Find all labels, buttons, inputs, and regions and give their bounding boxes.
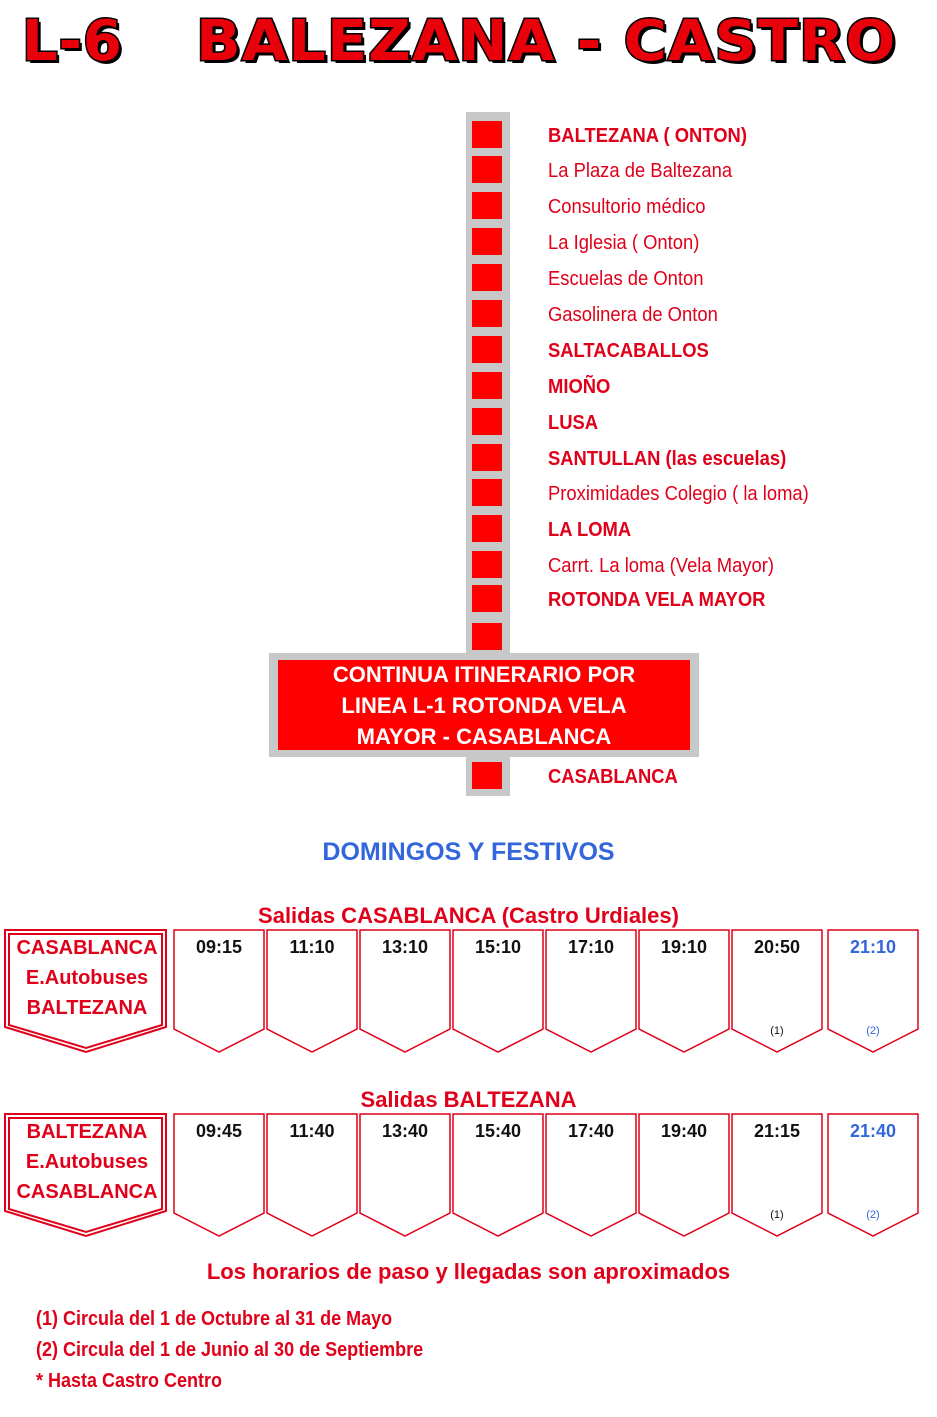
departure-time-cell [359,1113,451,1237]
stop-label: La Iglesia ( Onton) [548,232,700,254]
route-direction-line: E.Autobuses [25,1151,149,1173]
departure-time-cell [545,929,637,1053]
departure-time: 15:10 [474,937,522,957]
footnote: (1) Circula del 1 de Octubre al 31 de Mayo [36,1308,393,1330]
stop-marker [472,264,502,291]
departure-time: 13:10 [381,937,429,957]
stop-marker [472,156,502,183]
route-name-title: BALEZANA - CASTRO [196,9,897,74]
stop-marker [472,479,502,506]
route-direction-cell [4,929,168,1053]
continue-itinerary-box [278,660,690,750]
stop-label: ROTONDA VELA MAYOR [548,589,766,611]
stop-marker [472,192,502,219]
departure-time-cell [173,929,265,1053]
route-direction-line: CASABLANCA [16,1181,158,1203]
departure-time: 21:10 [849,937,897,957]
stop-label: Consultorio médico [548,196,706,218]
departure-time-cell [731,1113,823,1237]
departure-time-cell [266,929,358,1053]
stop-label: MIOÑO [548,376,611,398]
departure-time-cell [638,1113,730,1237]
departure-time-cell [827,929,919,1053]
departure-time: 21:15 [753,1121,801,1141]
route-direction-line: E.Autobuses [25,967,149,989]
stop-marker [472,372,502,399]
stop-label: La Plaza de Baltezana [548,160,733,182]
continue-itinerary-text: CONTINUA ITINERARIO POR LINEA L-1 ROTONDA VELA MAYOR - CASABLANCA [332,661,636,749]
departure-time: 17:40 [567,1121,615,1141]
departure-time-cell [452,1113,544,1237]
departure-time: 11:10 [289,937,335,957]
timetable-title: Salidas CASABLANCA (Castro Urdiales) [258,903,679,928]
footnote-ref: (2) [866,1209,880,1221]
stop-marker [472,121,502,148]
departure-time: 13:40 [381,1121,429,1141]
footnote: * Hasta Castro Centro [36,1370,223,1392]
footnote-ref: (2) [866,1025,880,1037]
departure-time: 21:40 [849,1121,897,1141]
departure-time: 20:50 [753,937,801,957]
stop-label: LA LOMA [548,519,632,541]
departure-time: 09:45 [195,1121,243,1141]
departure-time: 19:10 [660,937,708,957]
timetable-title: Salidas BALTEZANA [360,1087,577,1112]
stop-label: BALTEZANA ( ONTON) [548,125,747,147]
footnote-ref: (1) [770,1209,784,1221]
departure-time: 15:40 [474,1121,522,1141]
stop-marker [472,300,502,327]
stop-label: LUSA [548,412,599,434]
stop-marker [472,623,502,650]
route-direction-cell [4,1113,168,1237]
disclaimer-text: Los horarios de paso y llegadas son aproximados [206,1259,731,1284]
departure-time: 17:10 [567,937,615,957]
departure-time-cell [452,929,544,1053]
stop-marker [472,228,502,255]
schedule-heading: DOMINGOS Y FESTIVOS [322,838,615,866]
stop-label: Gasolinera de Onton [548,304,718,326]
departure-time-cell [266,1113,358,1237]
departure-time-cell [545,1113,637,1237]
stop-label-final: CASABLANCA [548,766,678,788]
stop-marker [472,408,502,435]
stop-marker [472,762,502,789]
route-direction-line: BALTEZANA [26,1121,148,1143]
departure-time-cell [359,929,451,1053]
stop-marker [472,444,502,471]
stop-marker [472,336,502,363]
departure-time-cell [731,929,823,1053]
departure-time: 11:40 [289,1121,335,1141]
stop-marker [472,515,502,542]
line-number-title: L-6 [22,9,123,74]
stop-label: SALTACABALLOS [548,340,709,362]
departure-time: 19:40 [660,1121,708,1141]
footnote: (2) Circula del 1 de Junio al 30 de Septiembre [36,1339,424,1361]
stop-label: Proximidades Colegio ( la loma) [548,483,809,505]
departure-time-cell [827,1113,919,1237]
route-direction-line: CASABLANCA [16,937,158,959]
route-direction-line: BALTEZANA [26,997,148,1019]
stop-label: Carrt. La loma (Vela Mayor) [548,555,774,577]
stop-marker [472,551,502,578]
departure-time: 09:15 [195,937,243,957]
footnote-ref: (1) [770,1025,784,1037]
departure-time-cell [173,1113,265,1237]
stop-label: Escuelas de Onton [548,268,704,290]
departure-time-cell [638,929,730,1053]
stop-marker [472,585,502,612]
stop-label: SANTULLAN (las escuelas) [548,448,787,470]
